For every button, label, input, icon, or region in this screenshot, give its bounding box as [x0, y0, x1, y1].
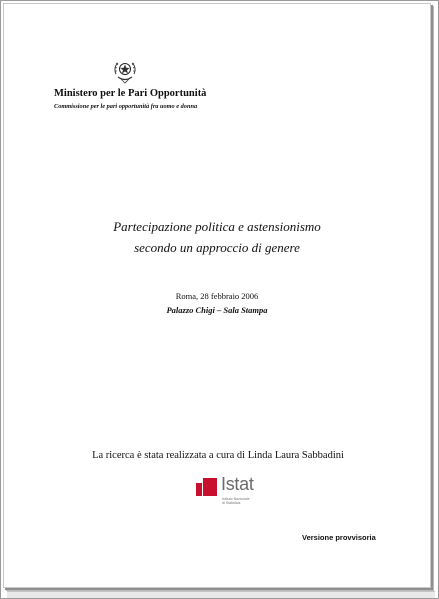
research-credit: La ricerca è stata realizzata a cura di Linda Laura Sabbadini	[92, 450, 344, 461]
document-title-line-1: Partecipazione politica e astensionismo	[113, 219, 321, 234]
version-label: Versione provvisoria	[302, 533, 376, 542]
pdf-page	[3, 3, 431, 588]
istat-logo-mark-icon	[196, 478, 218, 498]
istat-logo-subtitle	[222, 497, 250, 506]
commission-subtitle: Commissione per le pari opportunità fra uomo e donna	[54, 103, 198, 110]
event-date: Roma, 28 febbraio 2006	[175, 291, 259, 301]
document-title-line-2: secondo un approccio di genere	[134, 240, 300, 255]
istat-logo-name: Istat	[221, 474, 254, 494]
istat-logo-subtitle-line-1: Istituto Nazionale	[222, 497, 250, 501]
istat-logo	[196, 474, 266, 510]
istat-logo-subtitle-line-2: di Statistica	[222, 501, 241, 506]
next-page-edge	[7, 591, 435, 598]
event-venue: Palazzo Chigi – Sala Stampa	[166, 305, 268, 315]
italian-republic-emblem-icon	[112, 58, 138, 86]
ministry-title: Ministero per le Pari Opportunità	[54, 88, 207, 99]
document-title	[4, 216, 430, 258]
